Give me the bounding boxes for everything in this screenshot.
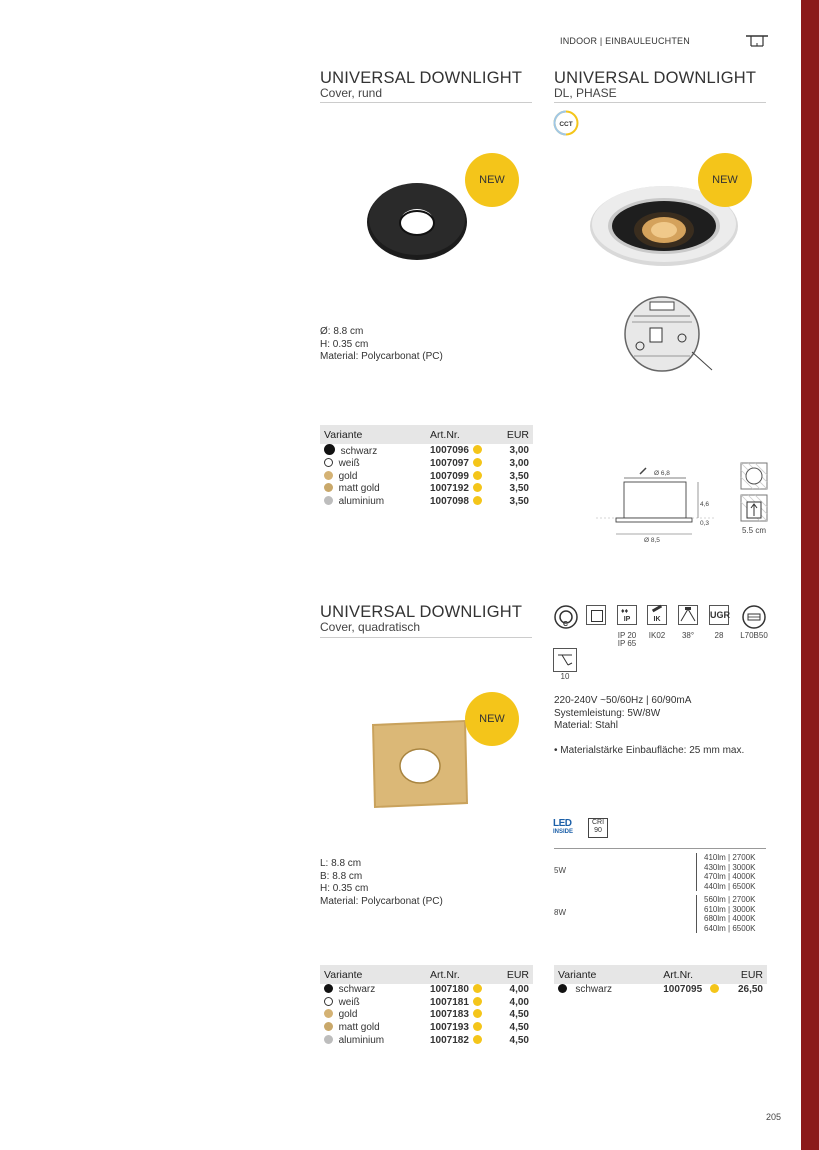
color-swatch bbox=[324, 1035, 333, 1044]
lumen-row: 610lm | 3000K bbox=[704, 904, 756, 914]
cutout-icons bbox=[740, 462, 770, 524]
availability-dot bbox=[473, 483, 482, 492]
product1-subtitle: Cover, rund bbox=[320, 86, 383, 100]
dim-height-label: 4,6 bbox=[700, 501, 710, 508]
dimmable-icon bbox=[553, 604, 579, 630]
dim-offset-label: 0,3 bbox=[700, 520, 710, 527]
ugr-label: 28 bbox=[714, 631, 724, 640]
table-row: schwarz 1007095 26,50 bbox=[554, 984, 767, 997]
availability-dot bbox=[473, 471, 482, 480]
dim-bottom-label: Ø 8,5 bbox=[644, 537, 660, 544]
table-row: weiß 1007097 3,00 bbox=[320, 458, 533, 471]
color-swatch bbox=[324, 471, 333, 480]
product2-title: UNIVERSAL DOWNLIGHT bbox=[554, 69, 757, 87]
spec-diameter: Ø: 8.8 cm bbox=[320, 326, 364, 337]
lumen-row: 470lm | 4000K bbox=[704, 872, 756, 881]
table-row: matt gold 1007193 4,50 bbox=[320, 1022, 533, 1035]
lumen-row: 440lm | 6500K bbox=[704, 881, 756, 891]
product1-variant-table bbox=[320, 425, 533, 508]
spec-material: Material: Polycarbonat (PC) bbox=[320, 351, 443, 363]
col-eur: EUR bbox=[734, 965, 767, 984]
ip-icon: IP ♦♦ bbox=[617, 605, 637, 625]
table-row: gold 1007099 3,50 bbox=[320, 471, 533, 484]
availability-dot bbox=[473, 984, 482, 993]
lifetime-label: L70B50 bbox=[740, 631, 768, 640]
color-swatch bbox=[324, 458, 333, 467]
lumen-row: 430lm | 3000K bbox=[704, 862, 756, 872]
col-variante: Variante bbox=[320, 425, 426, 444]
color-swatch bbox=[324, 997, 333, 1006]
color-swatch bbox=[558, 984, 567, 993]
protection-class-icon bbox=[586, 605, 606, 625]
round-cover-image bbox=[362, 175, 472, 265]
product2-subtitle: DL, PHASE bbox=[554, 86, 617, 100]
product3-subtitle: Cover, quadratisch bbox=[320, 620, 421, 634]
col-eur: EUR bbox=[502, 425, 533, 444]
table-row: gold 1007183 4,50 bbox=[320, 1009, 533, 1022]
cri-icon: CRI 90 bbox=[588, 818, 608, 838]
col-artnr: Art.Nr. bbox=[659, 965, 734, 984]
spec-power: Systemleistung: 5W/8W bbox=[554, 707, 661, 719]
availability-dot bbox=[473, 496, 482, 505]
col-variante: Variante bbox=[320, 965, 426, 984]
lumen-table-5w bbox=[696, 853, 755, 891]
lumen-row: 560lm | 2700K bbox=[704, 895, 756, 904]
driver-label-image bbox=[620, 294, 716, 374]
new-badge: NEW bbox=[698, 153, 752, 207]
led-inside-icon: LED INSIDE bbox=[553, 818, 574, 835]
availability-dot bbox=[473, 997, 482, 1006]
product3-specs bbox=[320, 858, 443, 908]
lumen-row: 640lm | 6500K bbox=[704, 923, 756, 933]
lumen-row: 680lm | 4000K bbox=[704, 914, 756, 923]
table-row: weiß 1007181 4,00 bbox=[320, 997, 533, 1010]
color-swatch bbox=[324, 984, 333, 993]
cct-icon bbox=[553, 110, 579, 136]
product1-specs bbox=[320, 326, 443, 364]
lifetime-icon bbox=[741, 604, 767, 630]
product1-rule bbox=[320, 102, 532, 103]
ugr-icon: UGR bbox=[709, 605, 729, 625]
table-row: aluminium 1007182 4,50 bbox=[320, 1034, 533, 1047]
col-variante: Variante bbox=[554, 965, 659, 984]
page-number: 205 bbox=[766, 1112, 782, 1122]
ik-icon: IK bbox=[647, 605, 667, 625]
new-badge: NEW bbox=[465, 153, 519, 207]
svg-text:C: C bbox=[563, 621, 569, 628]
lumen-rule bbox=[554, 848, 766, 849]
spec-height: H: 0.35 cm bbox=[320, 338, 369, 350]
beam-angle-icon bbox=[678, 605, 698, 625]
accent-sidebar bbox=[801, 0, 819, 1150]
availability-dot bbox=[473, 1035, 482, 1044]
table-row: aluminium 1007098 3,50 bbox=[320, 496, 533, 509]
lumen-power-8w: 8W bbox=[554, 908, 566, 917]
dimension-drawing bbox=[596, 462, 720, 546]
color-swatch bbox=[324, 1009, 333, 1018]
table-row: schwarz 1007180 4,00 bbox=[320, 984, 533, 997]
dim-top-label: Ø 6,8 bbox=[654, 470, 670, 477]
availability-dot bbox=[473, 458, 482, 467]
ip-label: IP 20 IP 65 bbox=[617, 631, 637, 648]
product3-variant-table bbox=[320, 965, 533, 1047]
spec-material: Material: Polycarbonat (PC) bbox=[320, 895, 443, 907]
beam-angle-label: 38° bbox=[681, 631, 695, 640]
square-cover-image bbox=[368, 718, 470, 810]
category-header: INDOOR | EINBAULEUCHTEN bbox=[560, 36, 690, 46]
color-swatch bbox=[324, 483, 333, 492]
spec-note: • Materialstärke Einbaufläche: 25 mm max. bbox=[554, 744, 745, 756]
cutout-label: 5.5 cm bbox=[742, 526, 767, 535]
color-swatch bbox=[324, 496, 333, 505]
table-row: schwarz 1007096 3,00 bbox=[320, 444, 533, 458]
cct-label: CCT bbox=[559, 121, 573, 128]
product3-title: UNIVERSAL DOWNLIGHT bbox=[320, 603, 523, 621]
product2-rule bbox=[554, 102, 766, 103]
availability-dot bbox=[473, 1009, 482, 1018]
col-artnr: Art.Nr. bbox=[426, 425, 502, 444]
col-eur: EUR bbox=[502, 965, 533, 984]
spec-height: H: 0.35 cm bbox=[320, 883, 369, 895]
spec-material: Material: Stahl bbox=[554, 720, 618, 732]
table-row: matt gold 1007192 3,50 bbox=[320, 483, 533, 496]
color-swatch bbox=[324, 444, 335, 455]
spec-width: B: 8.8 cm bbox=[320, 870, 363, 882]
availability-dot bbox=[710, 984, 719, 993]
color-swatch bbox=[324, 1022, 333, 1031]
lumen-power-5w: 5W bbox=[554, 866, 566, 875]
availability-dot bbox=[473, 1022, 482, 1031]
col-artnr: Art.Nr. bbox=[426, 965, 502, 984]
product3-rule bbox=[320, 637, 532, 638]
spec-length: L: 8.8 cm bbox=[320, 858, 362, 869]
tilt-label: 10 bbox=[560, 672, 570, 681]
new-badge: NEW bbox=[465, 692, 519, 746]
lumen-table-8w bbox=[696, 895, 755, 933]
product2-specs bbox=[554, 695, 744, 757]
product1-title: UNIVERSAL DOWNLIGHT bbox=[320, 69, 523, 87]
spec-voltage: 220-240V ~50/60Hz | 60/90mA bbox=[554, 695, 692, 706]
lumen-row: 410lm | 2700K bbox=[704, 853, 756, 862]
product2-variant-table bbox=[554, 965, 767, 997]
recessed-light-icon bbox=[746, 34, 768, 48]
availability-dot bbox=[473, 445, 482, 454]
tilt-icon bbox=[553, 648, 577, 672]
ik-label: IK02 bbox=[648, 631, 666, 640]
